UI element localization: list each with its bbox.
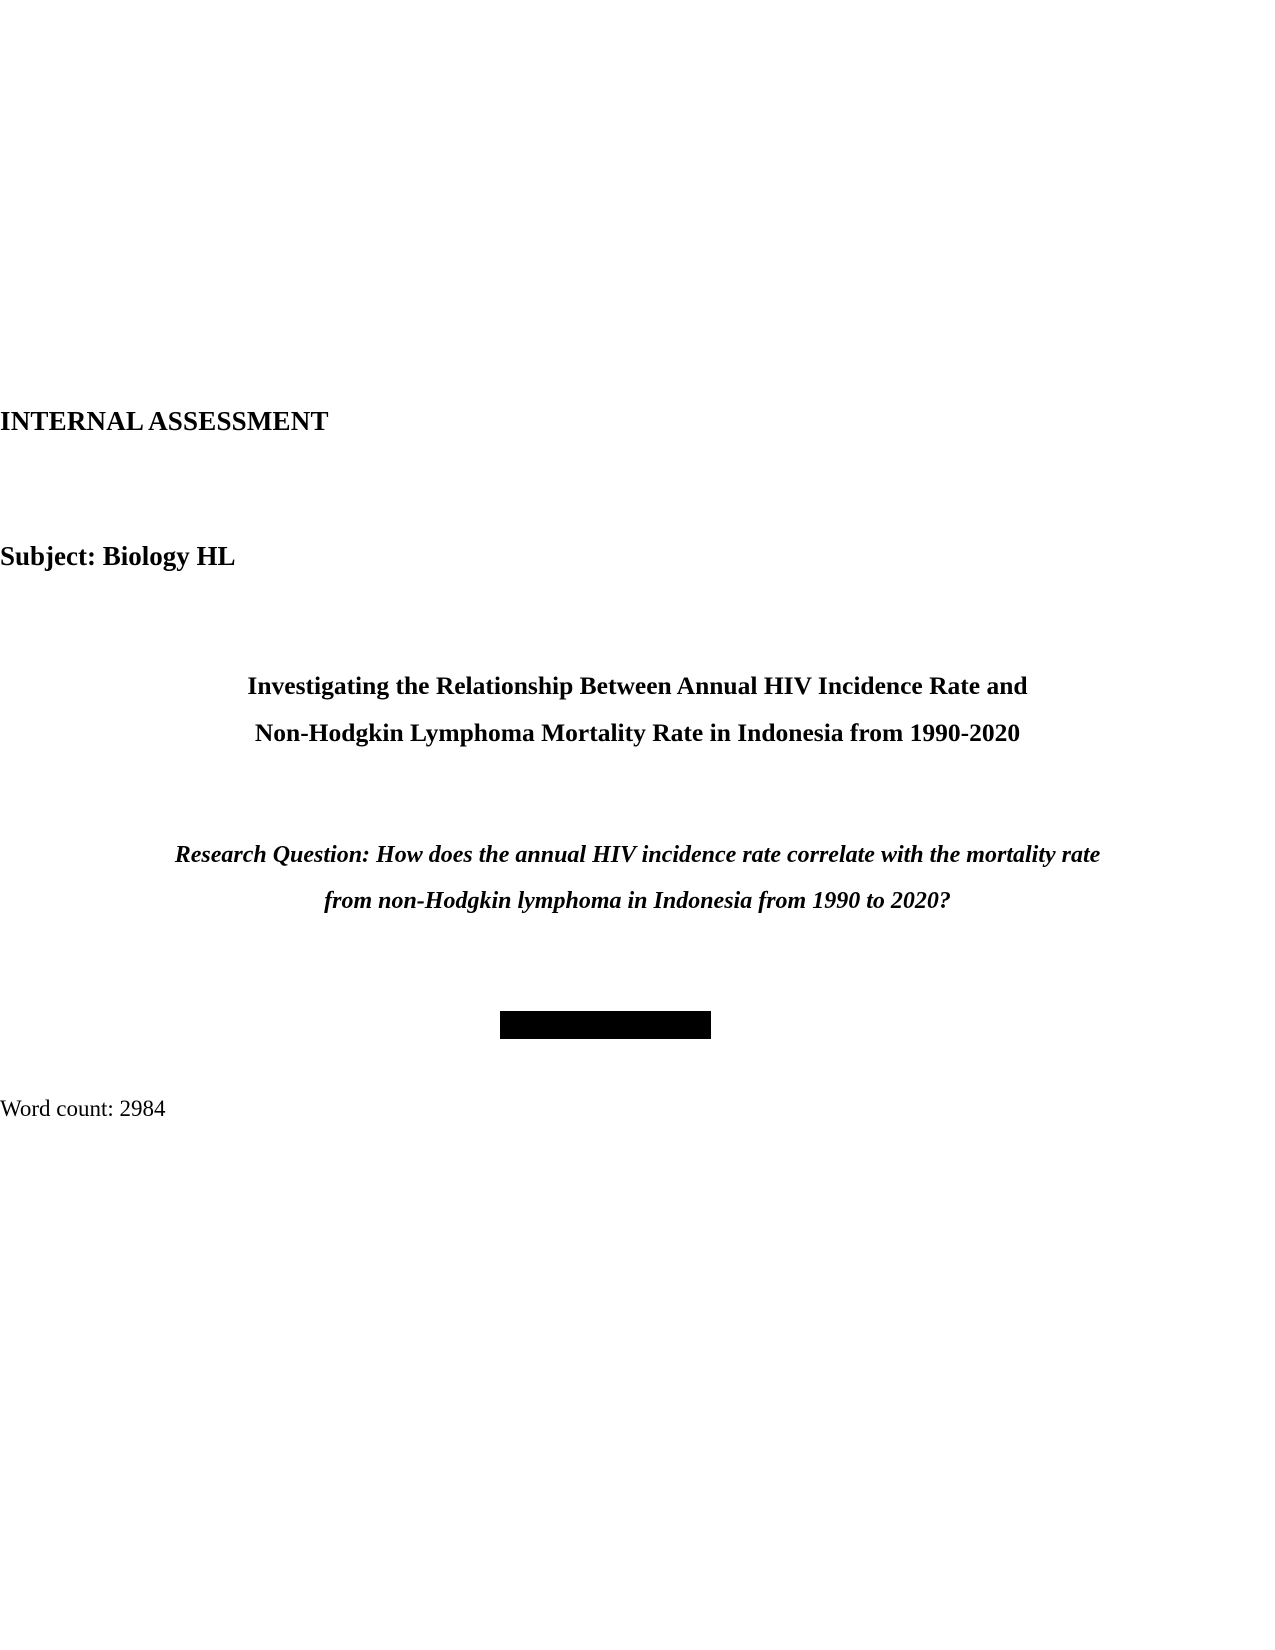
research-question-line-2: from non-Hodgkin lymphoma in Indonesia from 1990 to 2020? xyxy=(324,888,951,914)
investigation-title-line-2: Non-Hodgkin Lymphoma Mortality Rate in Indonesia from 1990-2020 xyxy=(254,717,1021,747)
research-question-line-1: Research Question: How does the annual HIV incidence rate correlate with the mortality rate xyxy=(174,842,1101,868)
word-count: Word count: 2984 xyxy=(0,1096,166,1121)
investigation-title-line-1: Investigating the Relationship Between Annual HIV Incidence Rate and xyxy=(247,671,1028,700)
page-title: INTERNAL ASSESSMENT xyxy=(0,406,329,436)
subject-line: Subject: Biology HL xyxy=(0,541,236,571)
research-question xyxy=(0,843,1275,913)
investigation-title xyxy=(0,673,1275,745)
redaction-bar xyxy=(500,1011,711,1039)
